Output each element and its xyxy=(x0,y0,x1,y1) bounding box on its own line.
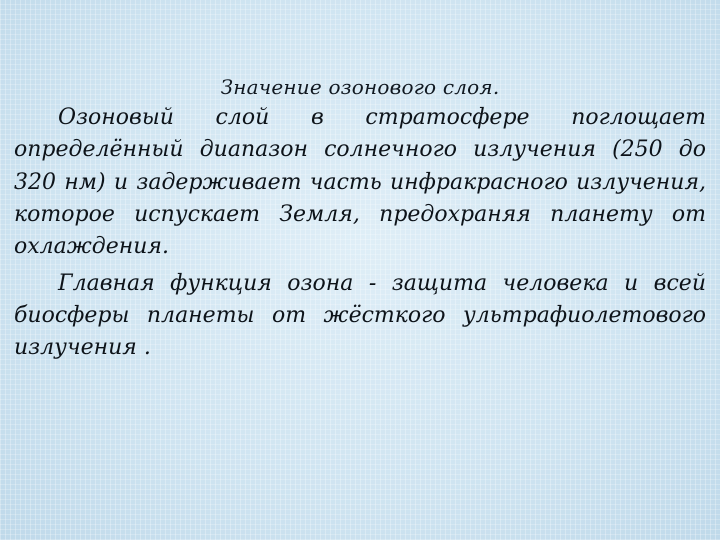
slide-text-block xyxy=(14,74,706,365)
slide-title: Значение озонового слоя. xyxy=(220,75,500,99)
paragraph-2: Главная функция озона - защита человека и всей биосферы планеты от жёсткого ультрафиолетового излучения . xyxy=(14,270,706,361)
paragraph-1: Озоновый слой в стратосфере поглощает определённый диапазон солнечного излучения (250 до 320 нм) и задерживает часть инфракрасного излучения, которое испускает Земля, предохраняя планету от охлаждения. xyxy=(14,105,706,260)
